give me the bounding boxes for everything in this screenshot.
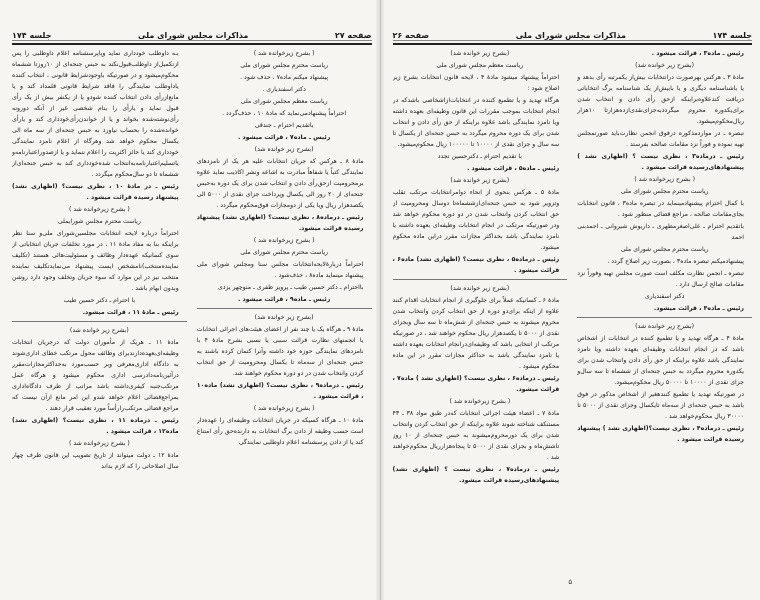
speaker-line: رئیس ـ درماده‌۴ ، نظری نیست؟(اظهاری نشد ) پیشنهاد رسیده قرائت میشود . <box>577 425 744 443</box>
article-paragraph: مادهٔ ۴ ـ هرگاه تهدید و یا تطمیع کننده در انتخابات از اشخاص باشد که در انجام انتخابات وظیفه‌ای بعهده داشته ویا نامزد نمایندگی باشد علاوه براینکه از حق رأی دادن وانتخاب شدن برای یکدوره محروم میگردد به حبس جنحه‌ای از ششماه تا سه سال‌و جزای نقدی از ۱۰۰۰۰ تا ۵۰۰۰۰ ریال محکوم‌میشود. <box>577 335 744 386</box>
caption-line: ریاست محترم مجلس شورای ملی <box>240 249 329 256</box>
caption-line: باتقدیم احترام ـ جندقی <box>254 122 314 129</box>
caption-line: (بشرح زیر خوانده شد) <box>450 50 510 57</box>
caption-line: ( بشرح زیرخوانده شد ) <box>253 50 315 57</box>
article-paragraph: مادهٔ ۶ ـ کسانیکه عملاً برای جلوگیری از انجام انتخابات اقدام کنند علاوه از اینکه برای‌دو دوره از حق انتخاب کردن وانتخاب شدن محروم میشوند به حبس جنحه‌ای از شش‌ماه تا سه سال وبجزای نقدی از ۵۰۰۰ تا یکصدهزار ریال محکوم خواهند شد ، در صورتیکه مرتکب از انتخابی باشد که وظیفه‌ای‌درانجام انتخابات بعهده داشته یا نامزد نمایندگی باشد به حداکثر مجازات مقرر در این ماده محکوم میشود . <box>392 297 560 370</box>
book-gutter <box>376 0 384 600</box>
article-paragraph: احتراماً پیشنهاد میشود مادهٔ ۴ ، لایحه قانون انتخابات بشرح زیر اصلاح شود : <box>392 74 560 92</box>
speaker-line: رئیس ـ ماده‌۵ ، قرائت میشود . <box>466 165 560 172</box>
column-right <box>197 48 372 590</box>
article-paragraph: بااحترام ـ دکتر حسین طیب ـ پرویز ظفری ـ منوچهر یزدی <box>217 284 364 291</box>
speaker-line: رئیس ـ ماده‌۴ ، قرائت میشود. <box>653 305 744 312</box>
column-left <box>12 48 187 590</box>
article-paragraph: پیشنهادمیکنم تبصره ماده‌۳ ، بصورت زیر اصلاح گردد . <box>607 258 744 265</box>
caption-line: ریاست محترم مجلس شورای ملی <box>620 188 709 195</box>
column-right <box>577 48 752 590</box>
caption-line: پیشنهاد میکنم ماده‌۷ ، حذف شود . <box>240 74 329 81</box>
caption-line: ( بشرح زیرخوانده شد ) <box>68 206 130 213</box>
caption-line: ریاست محترم مجلس شورای ملی <box>240 62 329 69</box>
caption-line: (بشرح زیر خوانده شد) <box>254 146 314 153</box>
speaker-line: رئیس ـ ماده‌۷ ، قرائت میشود . <box>237 134 331 141</box>
article-paragraph: مادهٔ ۸ ـ هرکس که جریان انتخابات علیه هر یک از نامزدهای نمایندگی کتباً یا شفاهاً مبادرت به اشاعه ونشر اکاذیب نماید علاوه برمحرومیت ازحق‌رأی دادن و انتخاب شدن برای یک دوره به‌حبس جنحه‌ای از ۲۰ روز الی یکسال وپرداخت جزای نقدی از ۵۰۰۰ الی یکصدهزار ریال ویا یکی از دومجازات فوق‌محکوم میگردد . <box>196 158 364 209</box>
article-paragraph: هرگاه تهدید و یا تطمیع کننده در انتخابات‌ازاشخاصی باشدکه در انجام انتخابات بموجب مقررات این قانون وظیفه‌ای بعهده داشته ویا نامزد نمایندگی باشد علاوه براینکه از حق رأی دادن و انتخاب شدن برای یک دوره محروم میگردد به حبس جنحه‌ای از یکسال تا سه سال و جزای نقدی از ۱۰۰۰۰ تا ۱۰۰۰۰۰ ریال محکوم‌میشود. <box>392 97 560 148</box>
session-label: جلسه ۱۷۴ <box>712 30 752 40</box>
speaker-line: رئیس ـ در مادهٔ ۱۰ ، نظری نیست؟ (اظهاری نشد) پیشنهاد رسیده قرائت میشود . <box>12 183 179 201</box>
page-right <box>381 0 760 600</box>
caption-line: دکتر اسفندیاری . <box>262 86 306 93</box>
article-paragraph: بـه داوطلب خودداری نماید وپاپرسشنامه اعلام داوطلبی را پس ازتکمیل‌از داوطلب‌قبول‌نکند به حبس جنحه‌ای از ۱۰روزتا ششماه محکوم‌میشود و در صورتیکه باوجودشرایط قانونی ، انتخاب کننده یاداوطلب نمایندگی را فاقد شرایط قانونی قلمداد کند و یا مانع‌ازرأی دادن انتخاب کننده شودو یا از یکنفر بیش از یک رأی قبول نماید و یارأی را بنام شخصی غیر از آنکه دورونه رأی‌نوشته‌شده بخواند و یا از خواندن‌رأی‌خودداری کند و یارأی خوانده‌شده را بحساب نیاورد به حبس جنحه‌ای از سه ماه الی یکسال محکوم خواهد شد وهرگاه از اعلام نامزد نمایندگی خودداری کند یا حائز اکثریت را اعلام ننماید و یا ازصدوراعتبارنامه‌و یاتسلیم‌اعتبارنامه‌به‌انتخاب شده‌خودداری کند به حبس جنحه‌ای‌از ششماه تا دو سال‌محکوم میگردد . <box>12 50 179 178</box>
header-rule-thin <box>12 40 372 41</box>
publication-title: مذاکرات مجلس شورای ملی <box>515 30 626 40</box>
caption-line: ( بشرح زیرخوانده شد ) <box>253 237 315 244</box>
caption-line: (بشرح زیر خوانده شد) <box>69 327 129 334</box>
header-rule <box>12 43 372 45</box>
caption-line: (بشرح زیر خوانده شد) <box>254 314 314 321</box>
article-paragraph: باتقدیم احترام ـ علی‌اصغرمطهری ـ داریوش شیروانی ـ احمدبنی احمد <box>577 223 744 241</box>
article-paragraph: در صورتیکه تهدید یا تطمیع کنندهغیر از اشخاص مذکور در فوق باشد به حبس جنحه‌ای از سه‌ماه تایکسال وجزای نقدی از ۵۰۰۰ تا ۳۰۰۰۰ ریال محکوم‌خواهد شد . <box>577 391 744 420</box>
section-divider <box>393 279 568 280</box>
caption-line: با تقدیم احترام ـ دکترحسین تجدد <box>437 153 522 160</box>
columns <box>393 48 753 590</box>
caption-line: ریاست معظم مجلس شورای ملی <box>436 62 524 69</box>
caption-line: ریاست معظم مجلس شورای ملی <box>240 98 328 105</box>
article-paragraph: مادهٔ ۷ ـ اعضاء هیئت اجرائی انتخابات که‌در طبق مواد ۳۸ ـ ۴۳ مستنکف شناخته شوند علاوه براینکه از حق انتخاب کردن وانتخاب شدن برای یک دورمحروم‌میشوند به حبس جنحه‌ای از ۱۰ روز تاشش‌ماه و بجزای نقدی از ۵۰۰۰ تا پنجاه‌هزارریال محکوم‌خواهند شد . <box>392 410 560 461</box>
caption-line: ( بشرح زیرخوانده شد ) <box>68 440 130 447</box>
article-paragraph: مادهٔ ۱۲ ـ دولت میتواند از تاریخ تصویب این قانون ظرف چهار سال اصلاحاتی را که لازم بداند <box>12 452 179 470</box>
section-divider <box>12 321 187 322</box>
article-paragraph: احتراماً درباره لایحه انتخابات مجلسین‌شورای ملی‌و سنا نظر براینکه بنا به مفاد مادهٔ ۱۱ ، در مورد تخلفات جریان انتخاباتی از سوی کسانیکه عهده‌دار وظائف و مسئولیت‌هائی هستند (تکلیف نماینده‌منتخب)نامشخص ایست پیشنهاد می‌نمایدتکلیف نماینده منتخب نیز در این موارد که سوء جریان وتخلف وجود دارد روشن وبدون ابهام باشد . <box>12 230 179 292</box>
caption-line: (بشرح زیر خوانده شد) <box>450 285 510 292</box>
speaker-line: رئیس ـ ماده‌۳ ، قرائت میشود . <box>651 50 744 57</box>
speaker-line: رئیس ـ درماده‌۷ ، نظری نیست ؟ (اظهاری نشد) پیشنهادهای‌رسیده قرائت میشود. <box>392 466 560 484</box>
caption-line: با احترام ـ دکتر حسین طیب <box>63 297 136 304</box>
caption-line: احتراماً پیشنهادمی‌نماید که مادهٔ ۱۰ ، حذف‌گردد . <box>222 110 347 117</box>
session-label: جلسه ۱۷۴ <box>12 30 52 40</box>
article-paragraph: مادهٔ ۵ ـ هرکس بنحوی از انحاء دوامرانتخابات مرتکب تقلب وتزویر شود به حبس جنحه‌ای‌ازششماه‌تا دوسال ومحرومیت از حق انتخاب کردن وانتخاب شدن در دو دوره محکوم خواهد شد ودر صورتیکه مرتکب در انجام انتخابات وظیفه‌ای بعهده داشته یا نامزد نمایندگی باشد بحداکثر مجازات مقرر دراین ماده محکوم میشود. <box>392 189 560 251</box>
publication-title: مذاکرات مجلس شورای ملی <box>138 30 249 40</box>
article-paragraph: مادهٔ ۳ ـ هرکس بهرصورت درانتخابات بیش‌از یکمرتبه رأی بدهد و یا باشناسنامه دیگری و یا بابیش‌از یک شناسنامه برگ انتخاباتی دریافت کندعلاوه‌براینکه ازحق رأی دادن و انتخاب شدن برای‌یکدوره محروم میگرددبه‌جزای‌نقدی‌ازده‌هزارتا ۱۰هزار ریال‌محکوم‌میشود. <box>577 74 744 125</box>
speaker-line: رئیس ـ درماده‌۳ ، نظری نیست ؟ (اظهاری نشد ) پیشنهادهای‌رسیده قرائت میشود . <box>577 153 744 171</box>
caption-line: (بشرح زیر خوانده شد) <box>635 62 695 69</box>
page-number-label: صفحه ۲۶ <box>392 30 430 40</box>
article-paragraph: مادهٔ ۱۰ ـ هرگاه کسیکه در جریان انتخابات وظیفه‌ای را عهده‌دار است حسب وظیفه از دادن برگ انتخابات به دارنده‌حق رأی امتناع کند یا از دادن پرسشنامه اعلام داوطلبی نمایندگی <box>196 417 364 446</box>
columns <box>12 48 372 590</box>
section-divider <box>197 308 372 309</box>
caption-line: (بشرح زیر خوانده شد) <box>635 323 695 330</box>
speaker-line: رئیس ـ درماده‌۸ ، نظری نیست؟ (اظهاری نشد) پیشنهاد رسیده قرائت میشود. <box>196 214 364 232</box>
caption-line: ( بشرح زیرخوانده شد ) <box>634 176 696 183</box>
article-paragraph: با کمال احترام پیشنهادمینماید در تبصره ماده‌۳ ، قانون انتخابات بجای‌مقامات صالحه ، مراجع قضائی منظور شود . <box>577 200 744 218</box>
speaker-line: رئیس ـ درماده‌۶ ، نظری نیست؟ (اظهاری نشد ) ماده‌۷ ، قرائت میشود. <box>392 375 560 393</box>
speaker-line: رئیس ـ درماده‌۹ ، نظری نیست؟ (اظهاری نشد) ماده‌۱۰ ، قرائت میشود . <box>196 382 364 400</box>
caption-line: ( بشرح زیرخوانده شد ) <box>253 405 315 412</box>
caption-line: (بشرح زیر خوانده شد) <box>450 177 510 184</box>
article-paragraph: تبصره ـ در مواردمذکوره درفوق انجمن نظارت‌باید صورتمجلس تهیه نموده و فوراً نزد مقامات صالحه بفرستد . <box>577 130 744 148</box>
caption-line: ریاست محترم مجلس شورایملی <box>57 218 141 225</box>
column-left <box>393 48 568 590</box>
speaker-line: رئیس ـ مادهٔ ۱۱ ، قرائت میشود. <box>82 309 179 316</box>
header-rule-thin <box>393 40 753 41</box>
page-number-label: صفحه ۲۷ <box>334 30 372 40</box>
article-paragraph: مادهٔ ۱۱ ـ هریک از مأموران دولت که درجریان انتخابات وظیفه‌ای‌بعهده‌دارندبرای وظائف محول مرتکب خطای اداری‌شوند به دادگاه اداری‌معرفی وبر حسب‌مورد به‌حداکثرمجازات‌مقرر درآئین‌نامه‌دادرسی اداری محکوم میشود و هرگاه عمل مرتکب‌جنبه کیفری‌داشته باشد مراتب از طرف دادگاه‌اداری بمراجع‌قضائی اعلام خواهد شدو این امر مانع ازآن نیست که مراجع قضائی مرتکب‌رارأساً مورد تعقیب قرار دهند . <box>12 339 179 412</box>
caption-line: ریاست محترم مجلس شورای ملی <box>620 246 709 253</box>
article-paragraph: تبصره ـ انجمن نظارت مکلف است صورت مجلس تهیه وفوراً نزد مقامات صالح ارسال دارد . <box>577 270 744 288</box>
caption-line: دکتر اسفندیاری <box>644 293 685 300</box>
article-paragraph: احتراماً دربارهٔ‌لایحه‌انتخابات مجلس سنا ومجلس شورای ملی پیشنهاد مینماید ماده‌۸ ، حذف‌شود . <box>196 261 364 279</box>
footer-mark: ۵ <box>568 578 573 586</box>
speaker-line: رئیس ـ درماده ۱۱ ، نظری نیست؟ (اظهاری نشد) ماده‌۱۲ ، قرائت میشود . <box>12 417 179 435</box>
speaker-line: رئیس ـ ماده‌۹ ، قرائت میشود . <box>237 296 331 303</box>
article-paragraph: مادهٔ ۹ ـ هرگاه یک یا چند نفر از اعضای هیئت‌های اجرائی انتخابات یا انجمنهای نظارت قرائت سببی یا نسبی بشرح مادهٔ ۴ با نامزدهای نمایندگی حوزه خود داشته وآنرا کتمان کرده باشند به حبس جنحه‌ای از سه‌ماه تا یکسال ومحرومیت از حق انتخاب کردن وانتخاب شدن در دو دوره محکوم خواهند شد. <box>196 326 364 377</box>
speaker-line: رئیس ـ درماده‌۵ ، نظری نیست؟ (اظهاری نشد) ماده‌۶ ، قرائت میشود . <box>392 256 560 274</box>
header-rule <box>393 43 753 45</box>
section-divider <box>577 317 752 318</box>
caption-line: ( بشرح زیرخوانده شد ) <box>449 398 511 405</box>
